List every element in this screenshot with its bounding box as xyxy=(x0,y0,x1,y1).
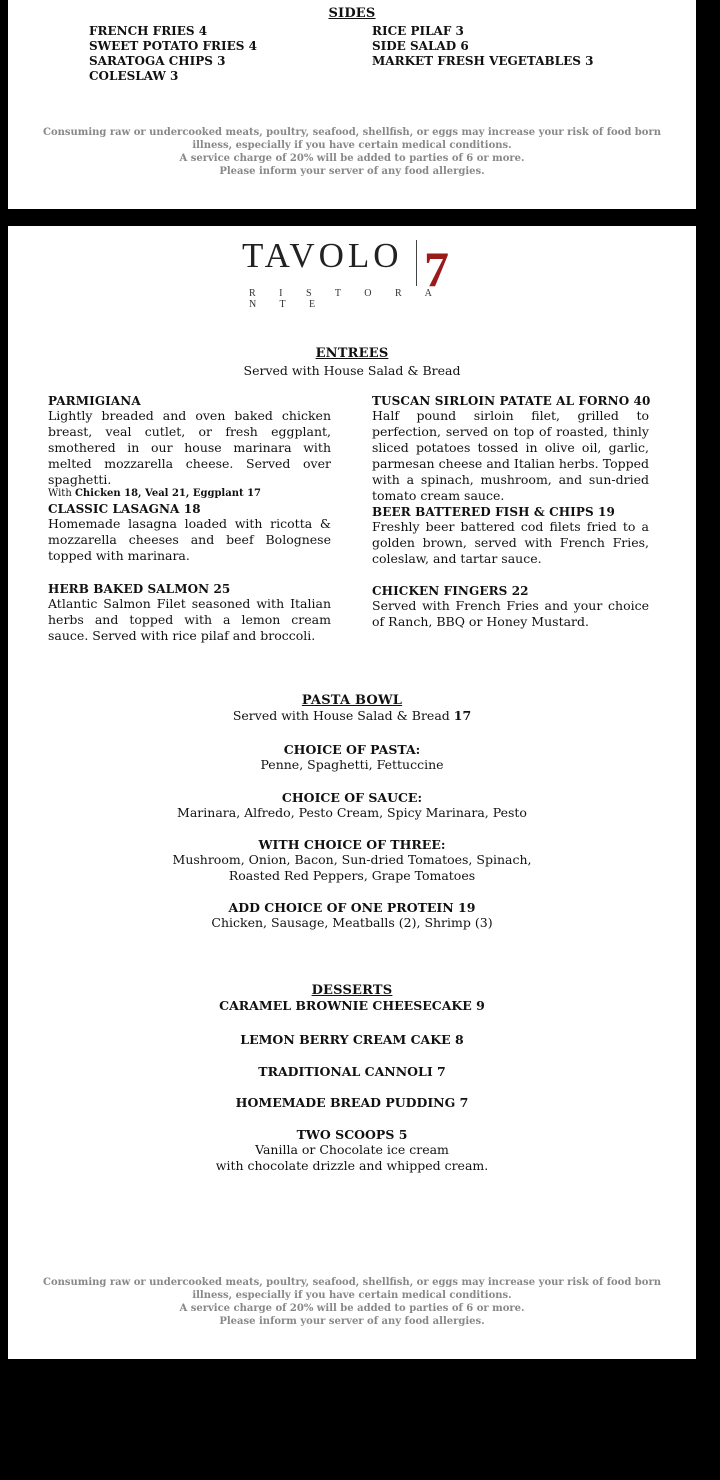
sides-right-column xyxy=(372,24,593,69)
entree-item xyxy=(372,505,649,567)
pasta-bowl-title: PASTA BOWL xyxy=(301,693,403,708)
side-item: SIDE SALAD 6 xyxy=(372,39,469,53)
three-choice-group xyxy=(8,837,696,884)
pasta-bowl-subtitle xyxy=(8,708,696,724)
logo-numeral: 7 xyxy=(424,241,449,297)
choice-options: Mushroom, Onion, Bacon, Sun-dried Tomatoes, Spinach, xyxy=(172,852,532,867)
disclaimer-line: A service charge of 20% will be added to parties of 6 or more. xyxy=(179,1303,525,1314)
entrees-subtitle: Served with House Salad & Bread xyxy=(243,363,461,378)
entree-name: PARMIGIANA xyxy=(48,394,141,408)
side-item: SWEET POTATO FRIES 4 xyxy=(89,39,257,53)
choice-heading: CHOICE OF PASTA: xyxy=(283,742,421,757)
dessert-description: with chocolate drizzle and whipped cream. xyxy=(215,1158,489,1173)
choice-options: Marinara, Alfredo, Pesto Cream, Spicy Marinara, Pesto xyxy=(177,805,527,820)
menu-page-sides xyxy=(8,0,696,209)
logo-subtitle: R I S T O R A N T E xyxy=(249,288,442,310)
pasta-bowl-section xyxy=(8,693,696,724)
entree-item xyxy=(372,584,649,630)
pasta-price: 17 xyxy=(453,708,472,723)
entree-name: CHICKEN FINGERS 22 xyxy=(372,584,529,598)
desserts-section xyxy=(8,983,696,1013)
dessert-description: Vanilla or Chocolate ice cream xyxy=(255,1142,449,1157)
menu-page-main xyxy=(8,226,696,1359)
pasta-choice-group xyxy=(8,742,696,773)
sauce-choice-group xyxy=(8,790,696,821)
disclaimer-line: Please inform your server of any food allergies. xyxy=(219,166,485,177)
choice-heading: ADD CHOICE OF ONE PROTEIN 19 xyxy=(228,900,476,915)
desserts-title: DESSERTS xyxy=(311,983,393,998)
dessert-item: HOMEMADE BREAD PUDDING 7 xyxy=(235,1095,469,1110)
choice-options: Roasted Red Peppers, Grape Tomatoes xyxy=(228,868,476,883)
dessert-item: TWO SCOOPS 5 xyxy=(296,1127,408,1142)
restaurant-logo xyxy=(242,236,462,310)
side-item: SARATOGA CHIPS 3 xyxy=(89,54,226,68)
logo-wordmark: TAVOLO xyxy=(242,236,403,275)
side-item: RICE PILAF 3 xyxy=(372,24,464,38)
entree-item xyxy=(48,502,331,564)
price-note-prefix: With xyxy=(48,488,75,499)
entree-description: Freshly beer battered cod filets fried to a golden brown, served with French Fries, coleslaw, and tartar sauce. xyxy=(372,519,649,566)
side-item: FRENCH FRIES 4 xyxy=(89,24,208,38)
dessert-item: CARAMEL BROWNIE CHEESECAKE 9 xyxy=(219,998,485,1013)
entree-name: CLASSIC LASAGNA 18 xyxy=(48,502,201,516)
entree-description: Atlantic Salmon Filet seasoned with Italian herbs and topped with a lemon cream sauce. Served with rice pilaf and broccoli. xyxy=(48,596,331,643)
entree-name: BEER BATTERED FISH & CHIPS 19 xyxy=(372,505,615,519)
dessert-item-wrap xyxy=(8,1064,696,1079)
dessert-item: TRADITIONAL CANNOLI 7 xyxy=(258,1064,446,1079)
side-item: MARKET FRESH VEGETABLES 3 xyxy=(372,54,594,68)
sides-title: SIDES xyxy=(328,6,376,21)
choice-heading: CHOICE OF SAUCE: xyxy=(281,790,423,805)
disclaimer-line: A service charge of 20% will be added to parties of 6 or more. xyxy=(179,153,525,164)
entree-price-note xyxy=(48,488,331,499)
allergy-disclaimer xyxy=(8,1276,696,1328)
entree-item xyxy=(372,394,649,504)
entree-description: Lightly breaded and oven baked chicken breast, veal cutlet, or fresh eggplant, smothered in our house marinara with melted mozzarella cheese. Served over spaghetti. xyxy=(48,408,331,487)
allergy-disclaimer xyxy=(8,126,696,178)
disclaimer-line: illness, especially if you have certain medical conditions. xyxy=(192,140,512,151)
dessert-item-wrap xyxy=(8,1127,696,1174)
entree-description: Half pound sirloin filet, grilled to perfection, served on top of roasted, thinly sliced potatoes tossed in olive oil, garlic, parmesan cheese and Italian herbs. Topped with a spinach, mushroom, and sun-dried tomato cream sauce. xyxy=(372,408,649,503)
entree-item xyxy=(48,394,331,499)
entrees-title: ENTREES xyxy=(315,346,389,361)
dessert-item-wrap xyxy=(8,1095,696,1110)
dessert-item-wrap xyxy=(8,1032,696,1047)
price-note-values: Chicken 18, Veal 21, Eggplant 17 xyxy=(74,488,261,499)
entree-item xyxy=(48,582,331,644)
disclaimer-line: illness, especially if you have certain medical conditions. xyxy=(192,1290,512,1301)
disclaimer-line: Consuming raw or undercooked meats, poultry, seafood, shellfish, or eggs may increase your risk of food born xyxy=(42,127,662,138)
entree-description: Homemade lasagna loaded with ricotta & mozzarella cheeses and beef Bolognese topped with marinara. xyxy=(48,516,331,563)
entree-name: HERB BAKED SALMON 25 xyxy=(48,582,231,596)
choice-options: Chicken, Sausage, Meatballs (2), Shrimp (3) xyxy=(211,915,493,930)
choice-options: Penne, Spaghetti, Fettuccine xyxy=(260,757,444,772)
dessert-item: LEMON BERRY CREAM CAKE 8 xyxy=(240,1032,464,1047)
disclaimer-line: Please inform your server of any food allergies. xyxy=(219,1316,485,1327)
side-item: COLESLAW 3 xyxy=(89,69,179,83)
sides-left-column xyxy=(89,24,257,84)
entree-description: Served with French Fries and your choice of Ranch, BBQ or Honey Mustard. xyxy=(372,598,649,629)
entree-name: TUSCAN SIRLOIN PATATE AL FORNO 40 xyxy=(372,394,651,408)
disclaimer-line: Consuming raw or undercooked meats, poultry, seafood, shellfish, or eggs may increase your risk of food born xyxy=(42,1277,662,1288)
choice-heading: WITH CHOICE OF THREE: xyxy=(258,837,446,852)
logo-divider xyxy=(416,240,419,286)
protein-choice-group xyxy=(8,900,696,931)
pasta-subtitle-text: Served with House Salad & Bread xyxy=(232,708,454,723)
